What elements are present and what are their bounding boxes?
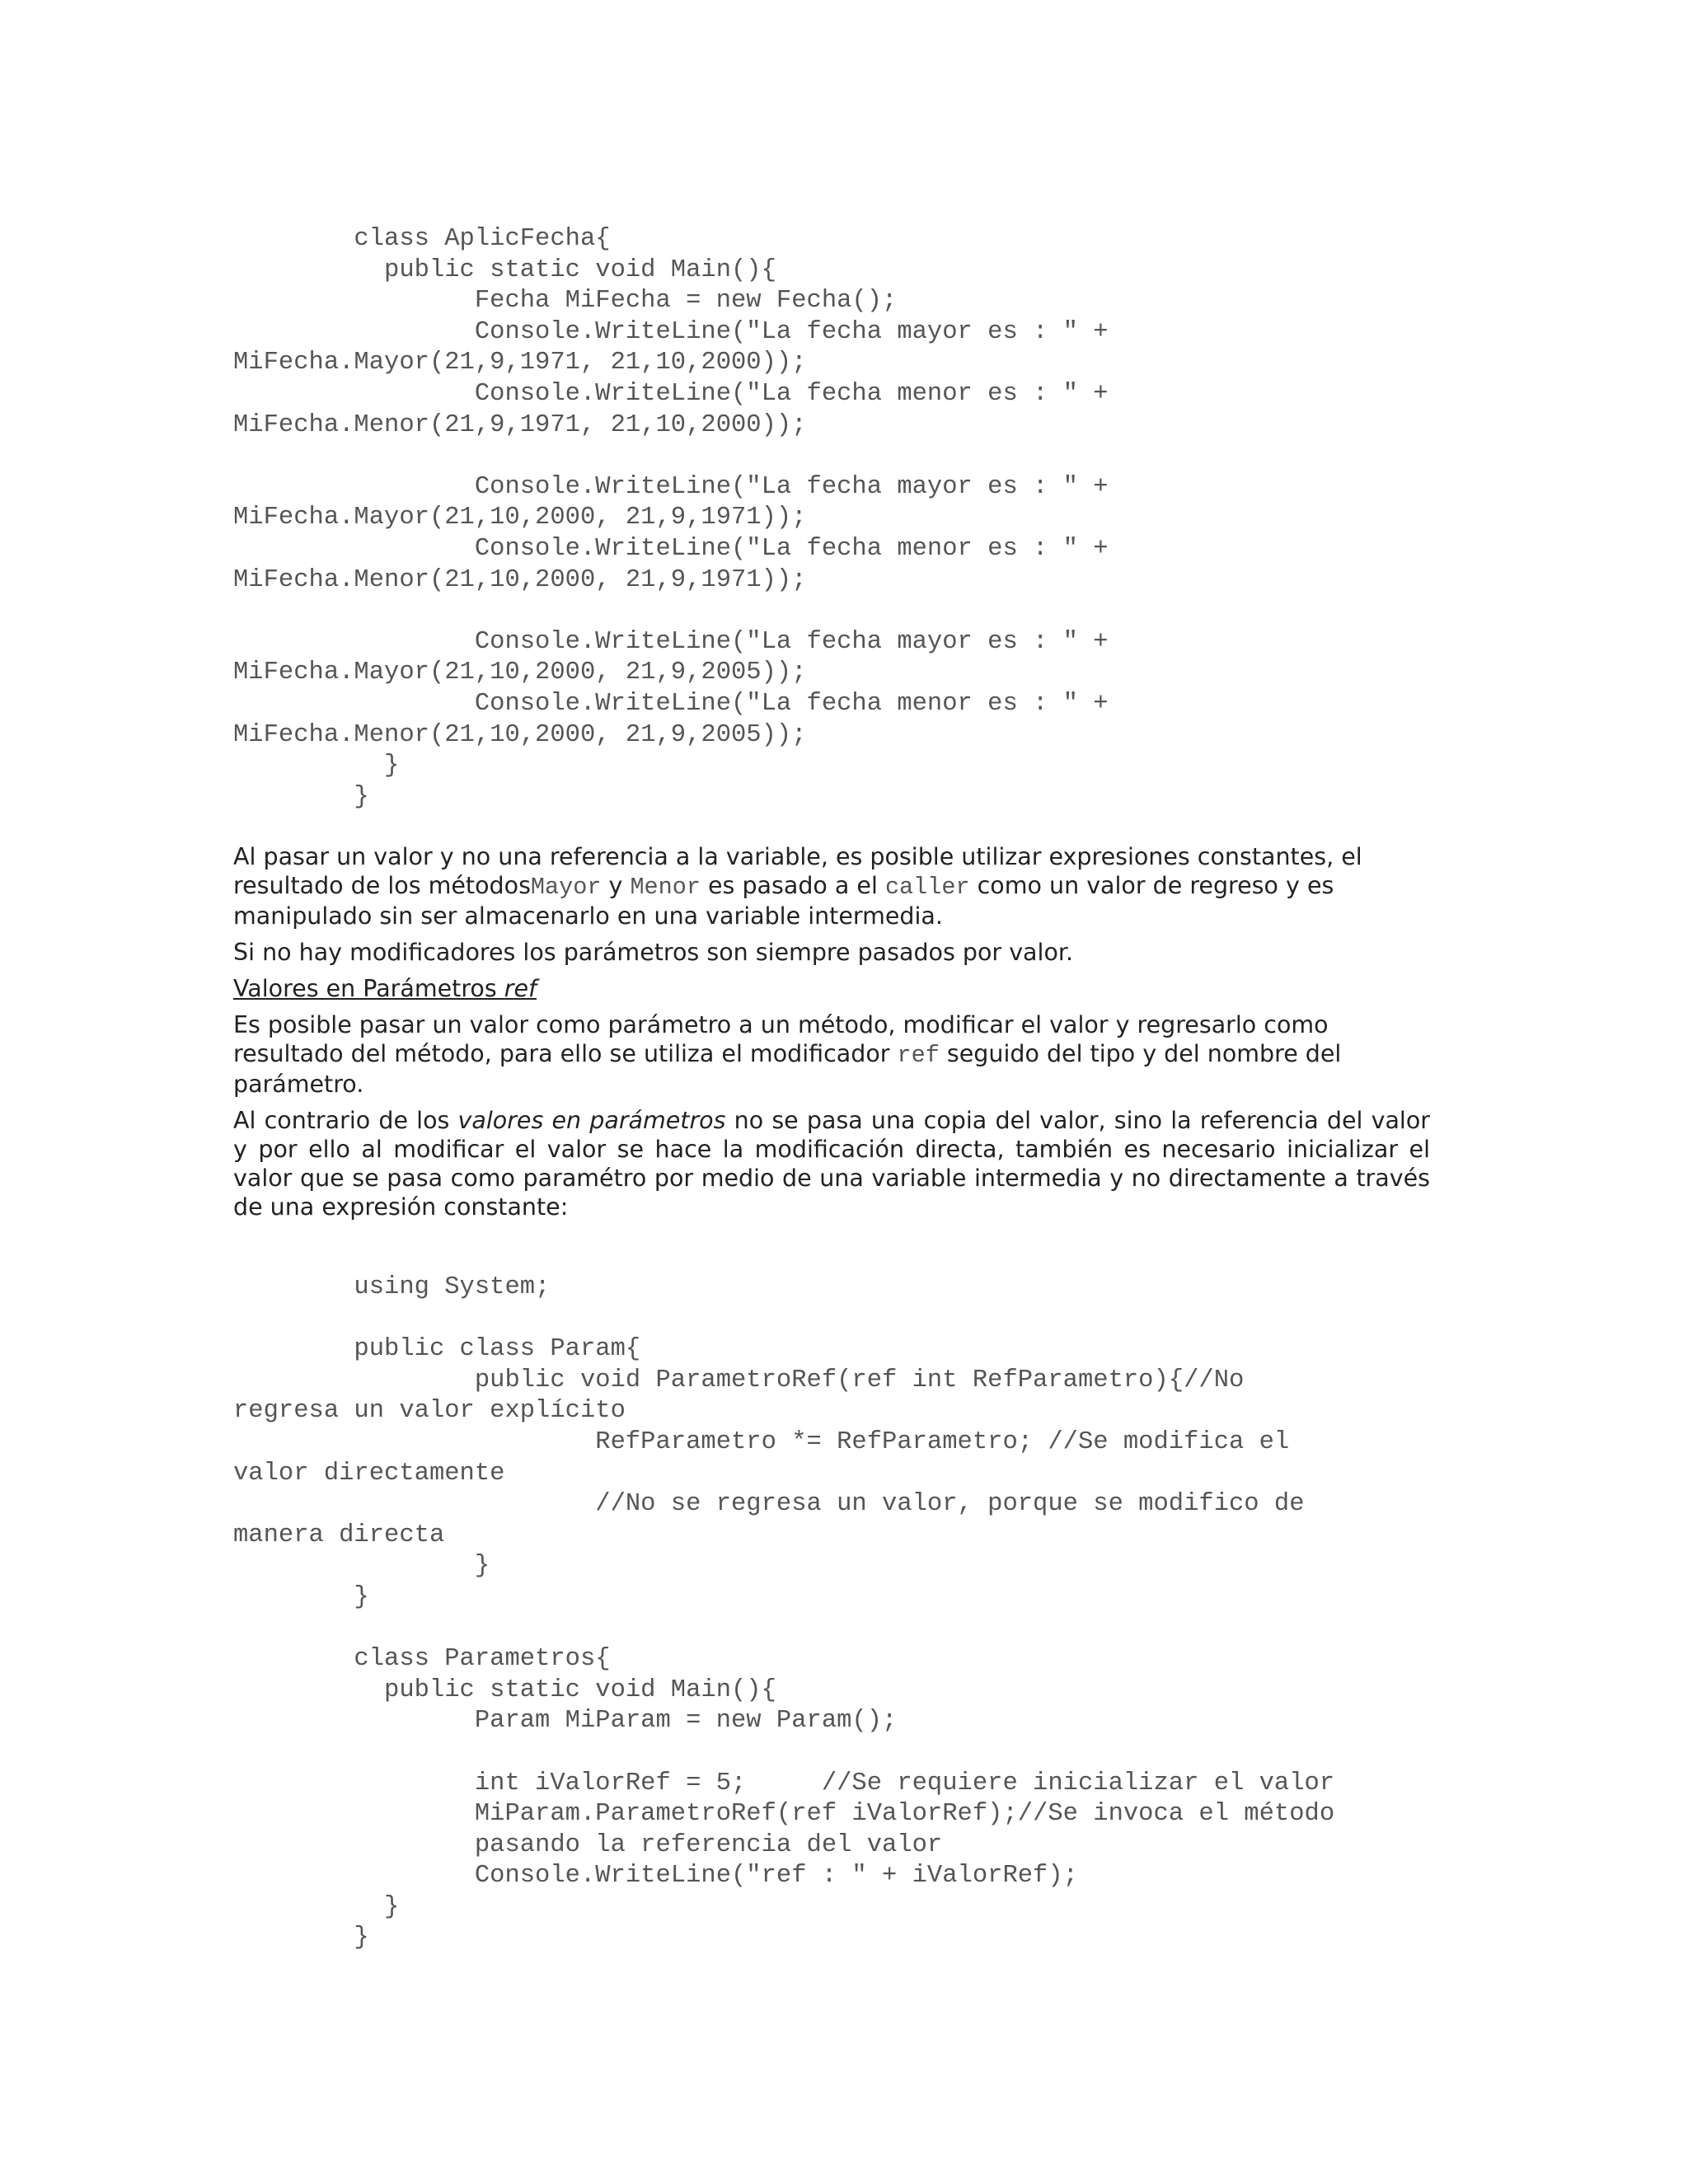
inline-code-mayor: Mayor [530, 874, 602, 901]
code-line: valor directamente [233, 1459, 505, 1488]
paragraph-no-modifiers: Si no hay modificadores los parámetros son siempre pasados por valor. [233, 939, 1074, 966]
code-line: manera directa [233, 1521, 445, 1549]
paragraph-pass-by-value: Al pasar un valor y no una referencia a la variable, es posible utilizar expresiones constantes, el resultado de los métodosMayor y Menor es pasado a el caller como un valor de regreso y es manipulado sin ser almacenarlo en una variable intermedia. [233, 843, 1362, 930]
code-line: class Parametros{ [354, 1645, 611, 1674]
code-line: using System; [354, 1273, 551, 1301]
code-line: } [354, 1582, 369, 1611]
code-line: Console.WriteLine("La fecha menor es : " + [474, 534, 1109, 563]
code-line: int iValorRef = 5; //Se requiere inicializar el valor [474, 1769, 1335, 1797]
code-line: pasando la referencia del valor [474, 1830, 943, 1859]
code-line: public class Param{ [354, 1335, 641, 1364]
code-line: MiFecha.Mayor(21,10,2000, 21,9,2005)); [233, 658, 807, 687]
code-line: Console.WriteLine("La fecha menor es : " + [474, 379, 1109, 408]
code-line: Param MiParam = new Param(); [474, 1707, 898, 1736]
code-line: MiFecha.Menor(21,9,1971, 21,10,2000)); [233, 410, 807, 439]
code-line: public void ParametroRef(ref int RefParametro){//No [474, 1366, 1245, 1394]
code-line: class AplicFecha{ [354, 225, 611, 253]
code-line: public static void Main(){ [384, 255, 776, 284]
code-line: MiFecha.Mayor(21,10,2000, 21,9,1971)); [233, 504, 807, 532]
code-line: MiFecha.Menor(21,10,2000, 21,9,2005)); [233, 720, 807, 749]
section-heading: Valores en Parámetros ref [233, 975, 537, 1002]
code-line: public static void Main(){ [384, 1675, 776, 1704]
code-line: } [384, 752, 400, 780]
inline-code-menor: Menor [630, 874, 701, 901]
code-line: } [233, 1924, 369, 1952]
paragraph-ref-explanation: Al contrario de los valores en parámetros no se pasa una copia del valor, sino la referencia del valor y por ello al modificar el valor se hace la modificación directa, también es necesario inicializar el valor que se pasa como paramétro por medio de una variable intermedia y no directamente a través de una expresión constante: [233, 1107, 1431, 1221]
body-text [233, 842, 1430, 1229]
code-line: Console.WriteLine("La fecha mayor es : " + [474, 472, 1109, 501]
code-line: } [474, 1552, 490, 1581]
code-block-param [233, 1272, 1334, 1954]
code-line: } [384, 1892, 400, 1921]
code-line: MiParam.ParametroRef(ref iValorRef);//Se invoca el método [474, 1800, 1335, 1829]
code-line: regresa un valor explícito [233, 1397, 626, 1426]
code-line: Fecha MiFecha = new Fecha(); [474, 287, 898, 316]
code-line: Console.WriteLine("La fecha mayor es : " + [474, 627, 1109, 656]
code-block-aplicfecha [233, 224, 1109, 813]
code-line: MiFecha.Menor(21,10,2000, 21,9,1971)); [233, 565, 807, 594]
inline-code-caller: caller [884, 874, 970, 901]
code-line: Console.WriteLine("La fecha menor es : " + [474, 689, 1109, 718]
code-line: Console.WriteLine("ref : " + iValorRef); [474, 1862, 1078, 1891]
code-line: } [233, 782, 369, 811]
code-line: RefParametro *= RefParametro; //Se modifica el [595, 1427, 1290, 1456]
paragraph-ref-modifier: Es posible pasar un valor como parámetro a un método, modificar el valor y regresarlo como resultado del método, para ello se utiliza el modificador ref seguido del tipo y del nombre del parámetro. [233, 1011, 1342, 1098]
code-line: //No se regresa un valor, porque se modifico de [595, 1490, 1305, 1519]
inline-code-ref: ref [897, 1042, 940, 1069]
code-line: Console.WriteLine("La fecha mayor es : " + [474, 317, 1109, 346]
code-line: MiFecha.Mayor(21,9,1971, 21,10,2000)); [233, 349, 807, 377]
